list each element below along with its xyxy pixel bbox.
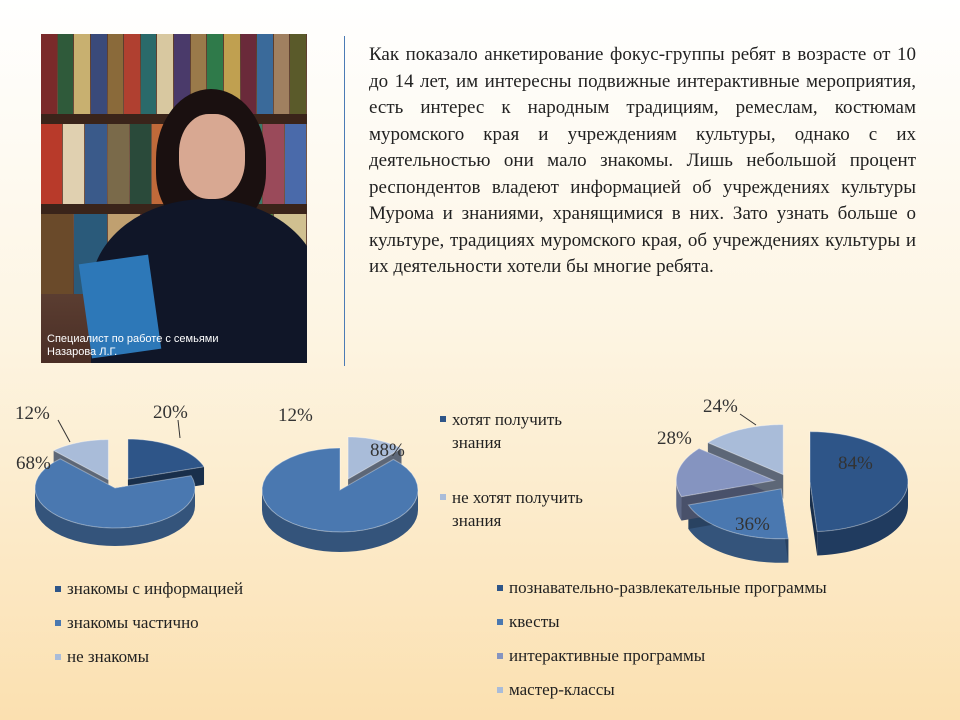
legend3-item-quests — [497, 612, 560, 632]
legend-swatch — [440, 416, 446, 422]
pie3-label-28: 28% — [657, 428, 692, 449]
pie3-leader-24 — [740, 414, 756, 425]
pie1-label-12: 12% — [15, 403, 50, 424]
legend1-item-unfamiliar — [55, 647, 149, 667]
pie-chart-preferences — [676, 425, 908, 563]
legend2-item-want — [440, 408, 630, 454]
pie1-label-68: 68% — [16, 453, 51, 474]
survey-paragraph: Как показало анкетирование фокус-группы ребят в возрасте от 10 до 14 лет, им интересны подвижные интерактивные мероприятия, есть интерес к народным традициям, ремеслам, костюмам муромского края и учреждениям культуры, однако с их деятельностью они мало знакомы. Лишь небольшой процент респондентов владеют информацией об учреждениях культуры Мурома и знаниями, хранящимися в них. Зато узнать больше о культуре, традициях муромского края, об учреждениях культуры и их деятельности хотели бы многие ребята. — [369, 44, 916, 277]
legend1-item-familiar — [55, 579, 243, 599]
legend-swatch — [497, 619, 503, 625]
pie1-label-20: 20% — [153, 402, 188, 423]
legend-label: интерактивные программы — [509, 646, 706, 665]
legend-swatch — [55, 620, 61, 626]
legend-swatch — [55, 654, 61, 660]
legend-label: не знакомы — [67, 647, 150, 666]
legend3-item-interactive — [497, 646, 705, 666]
legend-label: квесты — [509, 612, 560, 631]
legend-label: мастер-классы — [509, 680, 615, 699]
pie2-label-88: 88% — [370, 440, 405, 461]
pie-chart-awareness — [35, 439, 204, 546]
legend-swatch — [440, 494, 446, 500]
pie3-label-84: 84% — [838, 453, 873, 474]
legend-swatch — [497, 687, 503, 693]
caption-line-2: Назарова Л.Г. — [47, 346, 118, 358]
pie3-label-36: 36% — [735, 514, 770, 535]
legend-label: не хотят получить знания — [452, 488, 583, 530]
legend-label: хотят получить знания — [452, 410, 563, 452]
caption-line-1: Специалист по работе с семьями — [47, 333, 219, 345]
legend-swatch — [55, 586, 61, 592]
legend-label: знакомы с информацией — [67, 579, 244, 598]
legend3-item-masterclasses — [497, 680, 615, 700]
legend-swatch — [497, 585, 503, 591]
pie3-label-24: 24% — [703, 396, 738, 417]
legend1-item-partial — [55, 613, 199, 633]
legend3-item-educational — [497, 578, 827, 598]
pie2-label-12: 12% — [278, 405, 313, 426]
pie1-leader-12 — [58, 420, 70, 442]
legend-swatch — [497, 653, 503, 659]
legend-label: знакомы частично — [67, 613, 199, 632]
legend2-item-not-want — [440, 486, 630, 532]
legend-label: познавательно-развлекательные программы — [509, 578, 827, 597]
